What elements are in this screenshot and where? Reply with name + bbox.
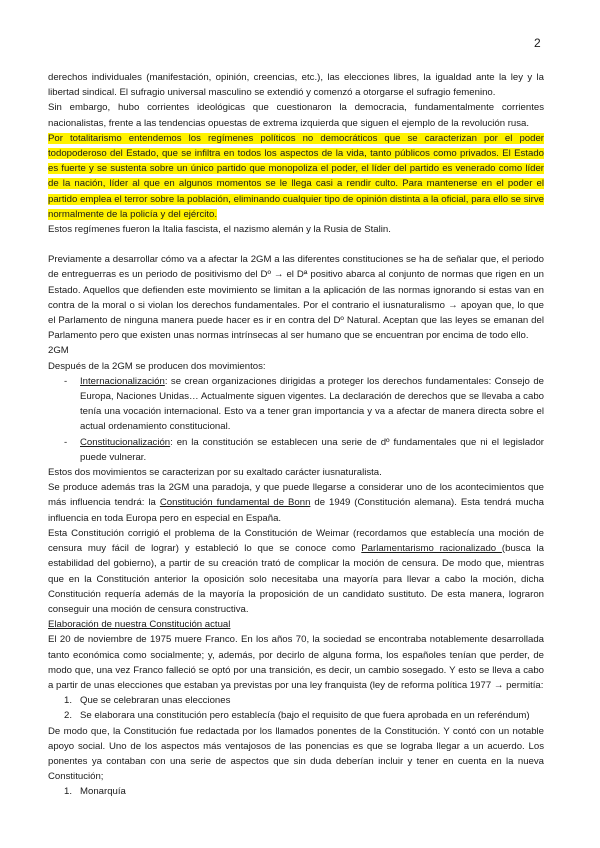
numbered-list bbox=[48, 784, 544, 799]
list-item bbox=[48, 693, 544, 708]
paragraph: Previamente a desarrollar cómo va a afectar la 2GM a las diferentes constituciones se ha de señalar que, el periodo de entreguerras es un periodo de positivismo del Dº → el Dª positivo abarca al conjunto de normas que rigen en un Estado. Aquellos que defienden este movimiento se limitan a la aplicación de las normas ignorando si estas van en contra de la moral o si violan los derechos fundamentales. Por el contrario el iusnaturalismo → apoyan que, lo que el Parlamento de ninguna manera puede hacer es ir en contra del Dº Natural. Aceptan que las leyes se emanan del Parlamento pero que existen unas normas intrínsecas al ser humano que se encuentran por encima de todo ello. bbox=[48, 254, 544, 342]
list-text: : en la constitución se establecen una serie de dº fundamentales que ni el legislador puede vulnerar. bbox=[80, 436, 544, 463]
paragraph: Después de la 2GM se producen dos movimientos: bbox=[48, 360, 266, 372]
paragraph: Sin embargo, hubo corrientes ideológicas que cuestionaron la democracia, fundamentalmente corrientes nacionalistas, frente a las tendencias opuestas de extrema izquierda que siguen el ejemplo de la revolución rusa. bbox=[48, 102, 544, 129]
paragraph: De modo que, la Constitución fue redactada por los llamados ponentes de la Constitución. Y contó con un notable apoyo social. Uno de los aspectos más ventajosos de las ponencias es que se lograba llegar a un acuerdo. Los ponentes ya contaban con una serie de aspectos que sin duda deberían incluir y tener en cuenta en la nueva Constitución; bbox=[48, 725, 544, 783]
list-item bbox=[48, 708, 544, 723]
paragraph: Se produce además tras la 2GM una paradoja, y que puede llegarse a considerar uno de los acontecimientos que más influencia tendrá: la Constitución fundamental de Bonn de 1949 (Constitución alemana). Esta tendrá mucha influencia en toda Europa pero en especial en España. bbox=[48, 482, 544, 524]
dash-bullet: - bbox=[64, 375, 68, 387]
list-text: Se elaborara una constitución pero establecía (bajo el requisito de que fuera aprobada en un referéndum) bbox=[80, 710, 530, 722]
numbered-list bbox=[48, 693, 544, 723]
section-heading: Elaboración de nuestra Constitución actual bbox=[48, 619, 231, 631]
paragraph: derechos individuales (manifestación, opinión, creencias, etc.), las elecciones libres, la igualdad ante la ley y la libertad sindical. El sufragio universal masculino se extendió y comenzó a otorgarse el sufragio femenino. bbox=[48, 72, 544, 99]
list-item bbox=[48, 784, 544, 799]
list-text: Monarquía bbox=[80, 786, 126, 798]
paragraph: Estos regímenes fueron la Italia fascista, el nazismo alemán y la Rusia de Stalin. bbox=[48, 224, 391, 236]
highlighted-paragraph bbox=[48, 131, 544, 222]
paragraph: Esta Constitución corrigió el problema de la Constitución de Weimar (recordamos que establecía una moción de censura muy fácil de lograr) y estableció lo que se conoce como Parlamentarismo racionalizado (busca la estabilidad del gobierno), a partir de su creación trató de complicar la moción de censura. De modo que, mientras que en la Constitución anterior la oposición solo necesitaba una mayoría para llevar a cabo la moción, dicha Constitución requería además de la mayoría la proposición de un candidato sustituto. De esta manera, lograron conseguir una moción de censura constructiva. bbox=[48, 527, 544, 615]
dash-bullet: - bbox=[64, 436, 68, 448]
list-item bbox=[48, 374, 544, 435]
document-body bbox=[48, 70, 544, 800]
underlined-term: Parlamentarismo racionalizado bbox=[361, 543, 502, 555]
list-term: Constitucionalización bbox=[80, 436, 171, 448]
list-number: 1. bbox=[64, 786, 73, 798]
underlined-term: Constitución fundamental de Bonn bbox=[159, 497, 311, 509]
list-text: Que se celebraran unas elecciones bbox=[80, 695, 231, 707]
list-text: : se crean organizaciones dirigidas a proteger los derechos fundamentales: Consejo de Europa, Naciones Unidas… Actualmente siguen vigentes. La declaración de derechos que se llevaba a cabo tenía una vocación internacional. Esto va a tener gran importancia y va a afectar de manera directa sobre el actual ordenamiento constitucional. bbox=[80, 375, 544, 433]
page-number: 2 bbox=[534, 36, 541, 50]
movements-list bbox=[48, 374, 544, 465]
highlighted-text: Por totalitarismo entendemos los regímenes políticos no democráticos que se caracterizan por el poder todopoderoso del Estado, que se infiltra en todos los aspectos de la vida, tanto públicos como privados. El Estado es fuerte y se sustenta sobre un único partido que monopoliza el poder, el líder del partido es venerado como líder de la nación, líder al que en algunos momentos se le llega casi a rendir culto. Para mantenerse en el poder el partido emplea el terror sobre la población, eliminando cualquier tipo de opinión distinta a la oficial, para ello se sirve normalmente de la policía y del ejército. bbox=[48, 132, 544, 220]
paragraph: Estos dos movimientos se caracterizan por su exaltado carácter iusnaturalista. bbox=[48, 467, 382, 479]
list-term: Internacionalización bbox=[80, 375, 165, 387]
paragraph: El 20 de noviembre de 1975 muere Franco. En los años 70, la sociedad se encontraba notablemente desarrollada tanto económica como socialmente; y, además, por decirlo de alguna forma, los españoles tenían que perder, de modo que, una vez Franco falleció se optó por una transición, es decir, un cambio sosegado. Y esto se lleva a cabo a partir de unas elecciones que estaban ya previstas por una ley franquista (ley de reforma política 1977 → permitía: bbox=[48, 634, 544, 691]
list-number: 2. bbox=[64, 710, 73, 722]
section-label: 2GM bbox=[48, 345, 69, 357]
list-number: 1. bbox=[64, 695, 73, 707]
list-item bbox=[48, 435, 544, 465]
